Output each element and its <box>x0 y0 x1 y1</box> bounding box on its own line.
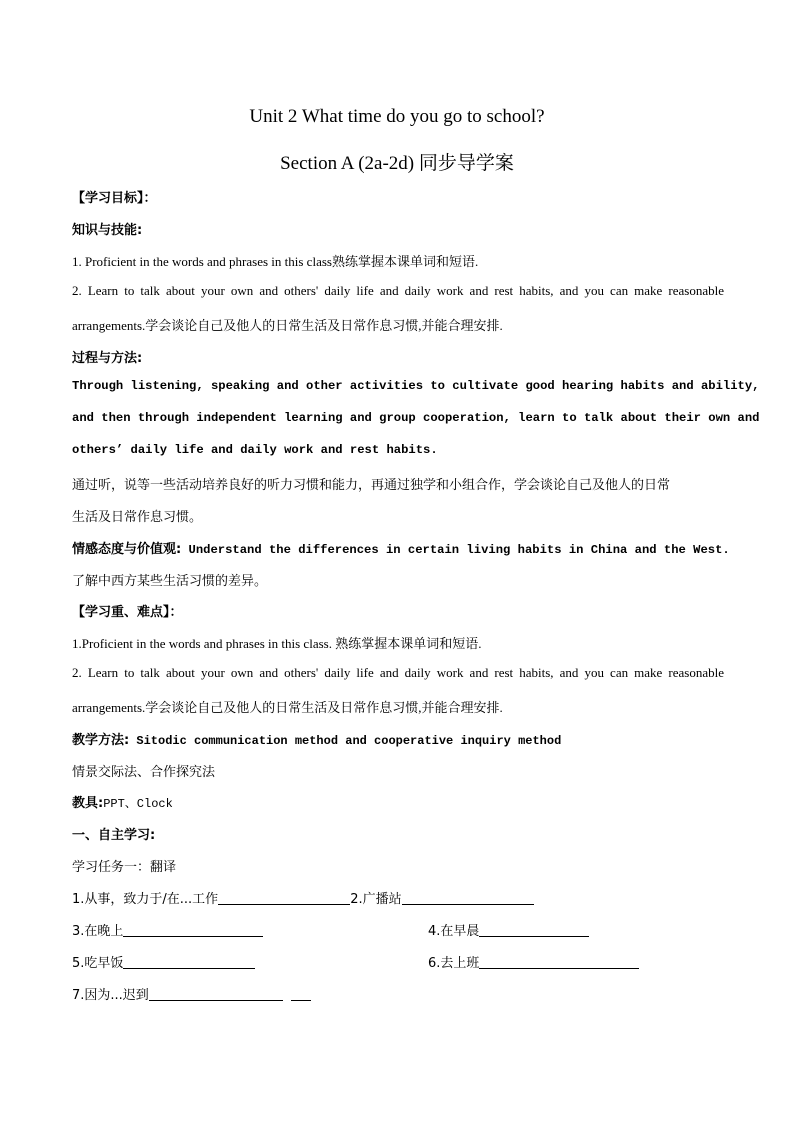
answer-blank-6[interactable] <box>479 955 639 969</box>
translation-item-1: 1.从事，致力于/在...工作 <box>72 892 219 907</box>
knowledge-item-2-line-1: 2. Learn to talk about your own and others' daily life and daily work and rest habits, and you can make reasonable <box>72 283 724 298</box>
objectives-heading: 【学习目标】： <box>72 191 157 206</box>
answer-blank-1[interactable] <box>218 891 350 905</box>
translation-row-4 <box>72 984 724 1003</box>
translation-item-2: 2.广播站 <box>350 892 402 907</box>
answer-blank-3[interactable] <box>123 923 263 937</box>
translation-row-2 <box>72 920 724 939</box>
tools-row <box>72 792 724 811</box>
translation-row-1 <box>72 888 724 907</box>
answer-blank-2[interactable] <box>402 891 534 905</box>
answer-blank-5[interactable] <box>123 955 255 969</box>
translation-col-2 <box>428 920 589 939</box>
emotion-cn: 了解中西方某些生活习惯的差异。 <box>72 574 268 589</box>
answer-blank-4[interactable] <box>479 923 589 937</box>
process-cn-line-2: 生活及日常作息习惯。 <box>72 510 203 525</box>
translation-col-2 <box>428 952 639 971</box>
document-subtitle: Section A (2a-2d) 同步导学案 <box>280 153 514 174</box>
key-point-2-line-2: arrangements.学会谈论自己及他人的日常生活及日常作息习惯,并能合理安排. <box>72 700 503 715</box>
translation-item-3: 3.在晚上 <box>72 924 124 939</box>
process-line-3: others’ daily life and daily work and rest habits. <box>72 443 438 457</box>
answer-blank-7[interactable] <box>149 987 283 1001</box>
translation-item-7: 7.因为...迟到 <box>72 988 149 1003</box>
answer-blank-7b[interactable] <box>291 987 311 1001</box>
emotion-text: Understand the differences in certain living habits in China and the West. <box>181 543 730 557</box>
process-cn-line-1: 通过听，说等一些活动培养良好的听力习惯和能力，再通过独学和小组合作，学会谈论自己及他人的日常 <box>72 478 671 493</box>
document-title: Unit 2 What time do you go to school? <box>249 106 545 127</box>
key-point-2-line-1: 2. Learn to talk about your own and others' daily life and daily work and rest habits, and you can make reasonable <box>72 665 724 680</box>
emotion-heading: 情感态度与价值观: <box>72 542 182 557</box>
tools-heading: 教具: <box>72 796 104 811</box>
method-row <box>72 729 724 748</box>
self-study-heading: 一、自主学习: <box>72 828 156 843</box>
translation-item-4: 4.在早晨 <box>428 924 480 939</box>
knowledge-item-1: 1. Proficient in the words and phrases in this class熟练掌握本课单词和短语. <box>72 254 479 269</box>
translation-row-3 <box>72 952 724 971</box>
tools-text: PPT、Clock <box>103 797 173 811</box>
method-text: Sitodic communication method and cooperative inquiry method <box>129 734 562 748</box>
knowledge-heading: 知识与技能: <box>72 223 143 238</box>
method-heading: 教学方法: <box>72 733 130 748</box>
translation-item-6: 6.去上班 <box>428 956 480 971</box>
task-1-label: 学习任务一：翻译 <box>72 860 177 875</box>
emotion-row <box>72 538 730 557</box>
process-line-2: and then through independent learning and group cooperation, learn to talk about their own and <box>72 411 760 425</box>
key-points-heading: 【学习重、难点】： <box>72 605 183 620</box>
translation-item-5: 5.吃早饭 <box>72 956 124 971</box>
method-cn: 情景交际法、合作探究法 <box>72 765 216 780</box>
knowledge-item-2-line-2: arrangements.学会谈论自己及他人的日常生活及日常作息习惯,并能合理安排. <box>72 318 503 333</box>
key-point-1: 1.Proficient in the words and phrases in this class. 熟练掌握本课单词和短语. <box>72 636 482 651</box>
process-line-1: Through listening, speaking and other activities to cultivate good hearing habits and ability, <box>72 379 760 393</box>
process-heading: 过程与方法: <box>72 351 143 366</box>
